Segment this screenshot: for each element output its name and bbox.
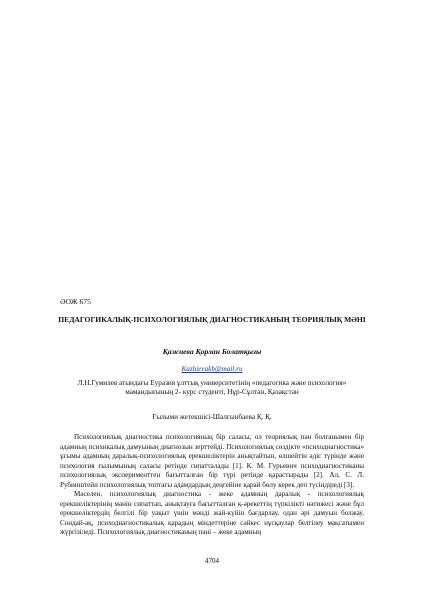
author-email-link[interactable]: Kazhievakb@mail.ru xyxy=(181,365,243,373)
author-name: Қажиева Қорлан Болатқызы xyxy=(162,347,262,356)
article-body xyxy=(60,433,364,538)
body-paragraph: Психологиялық диагностика психологияның бір саласы, ол теориялық пән болғанымен бір адамның психикалық дамуының диагнозын зерттейді. Психологиялық сөздікте «психодиагностика» ұғымы адамның даралық-психологиялық ерекшеліктерін анықтайтын, өлшейтін әдіс түрінде және психология ғылымының саласы ретінде сипатталады [1]. К. М. Гурьевич психодиагностиканы психологиялық эксперименттен бағытталған бір түрі ретінде қарастырады [2]. Ал, С. Л. Рубинштейн психологиялық топтағы адамдардың деңгейіне қарай бөлу керек деп түсіндіреді [3]. xyxy=(60,433,364,489)
page-number: 4704 xyxy=(205,557,219,565)
body-paragraph: Мәселен, психологиялық диагностика - жеке адамның даралық - психологиялық ерекшеліктерінің мәнін сипаттап, анықтауға бағытталған қ-әрекеттің түпкілікті нәтижесі және бұл ерекшеліктердің белгілі бір уақыт үшін мәнді жай-күйін бағдарлау, одан әрі дамуын болжау. Сондай-ақ, психодиагностикалық қарадың міндеттеріне сәйкес нұсқаулар белгілеу мақсатымен жүргізіледі. Психологиялық диагностиканың пәні – жеке адамның xyxy=(60,490,364,536)
udc-code: ӘОЖ 675 xyxy=(60,297,91,306)
scientific-supervisor: Ғылыми жетекшісі-Шалғынбаева Қ. Қ. xyxy=(152,413,272,421)
article-title: ПЕДАГОГИКАЛЫҚ-ПСИХОЛОГИЯЛЫҚ ДИАГНОСТИКАНЫҢ ТЕОРИЯЛЫҚ МӘНІ xyxy=(58,315,366,324)
author-affiliation: Л.Н.Гумилев атындағы Еуразия ұлттық университетінің «педагогика және психология» мамандығының 2- курс студенті, Нұр-Сұлтан, Қазақстан xyxy=(77,379,347,397)
